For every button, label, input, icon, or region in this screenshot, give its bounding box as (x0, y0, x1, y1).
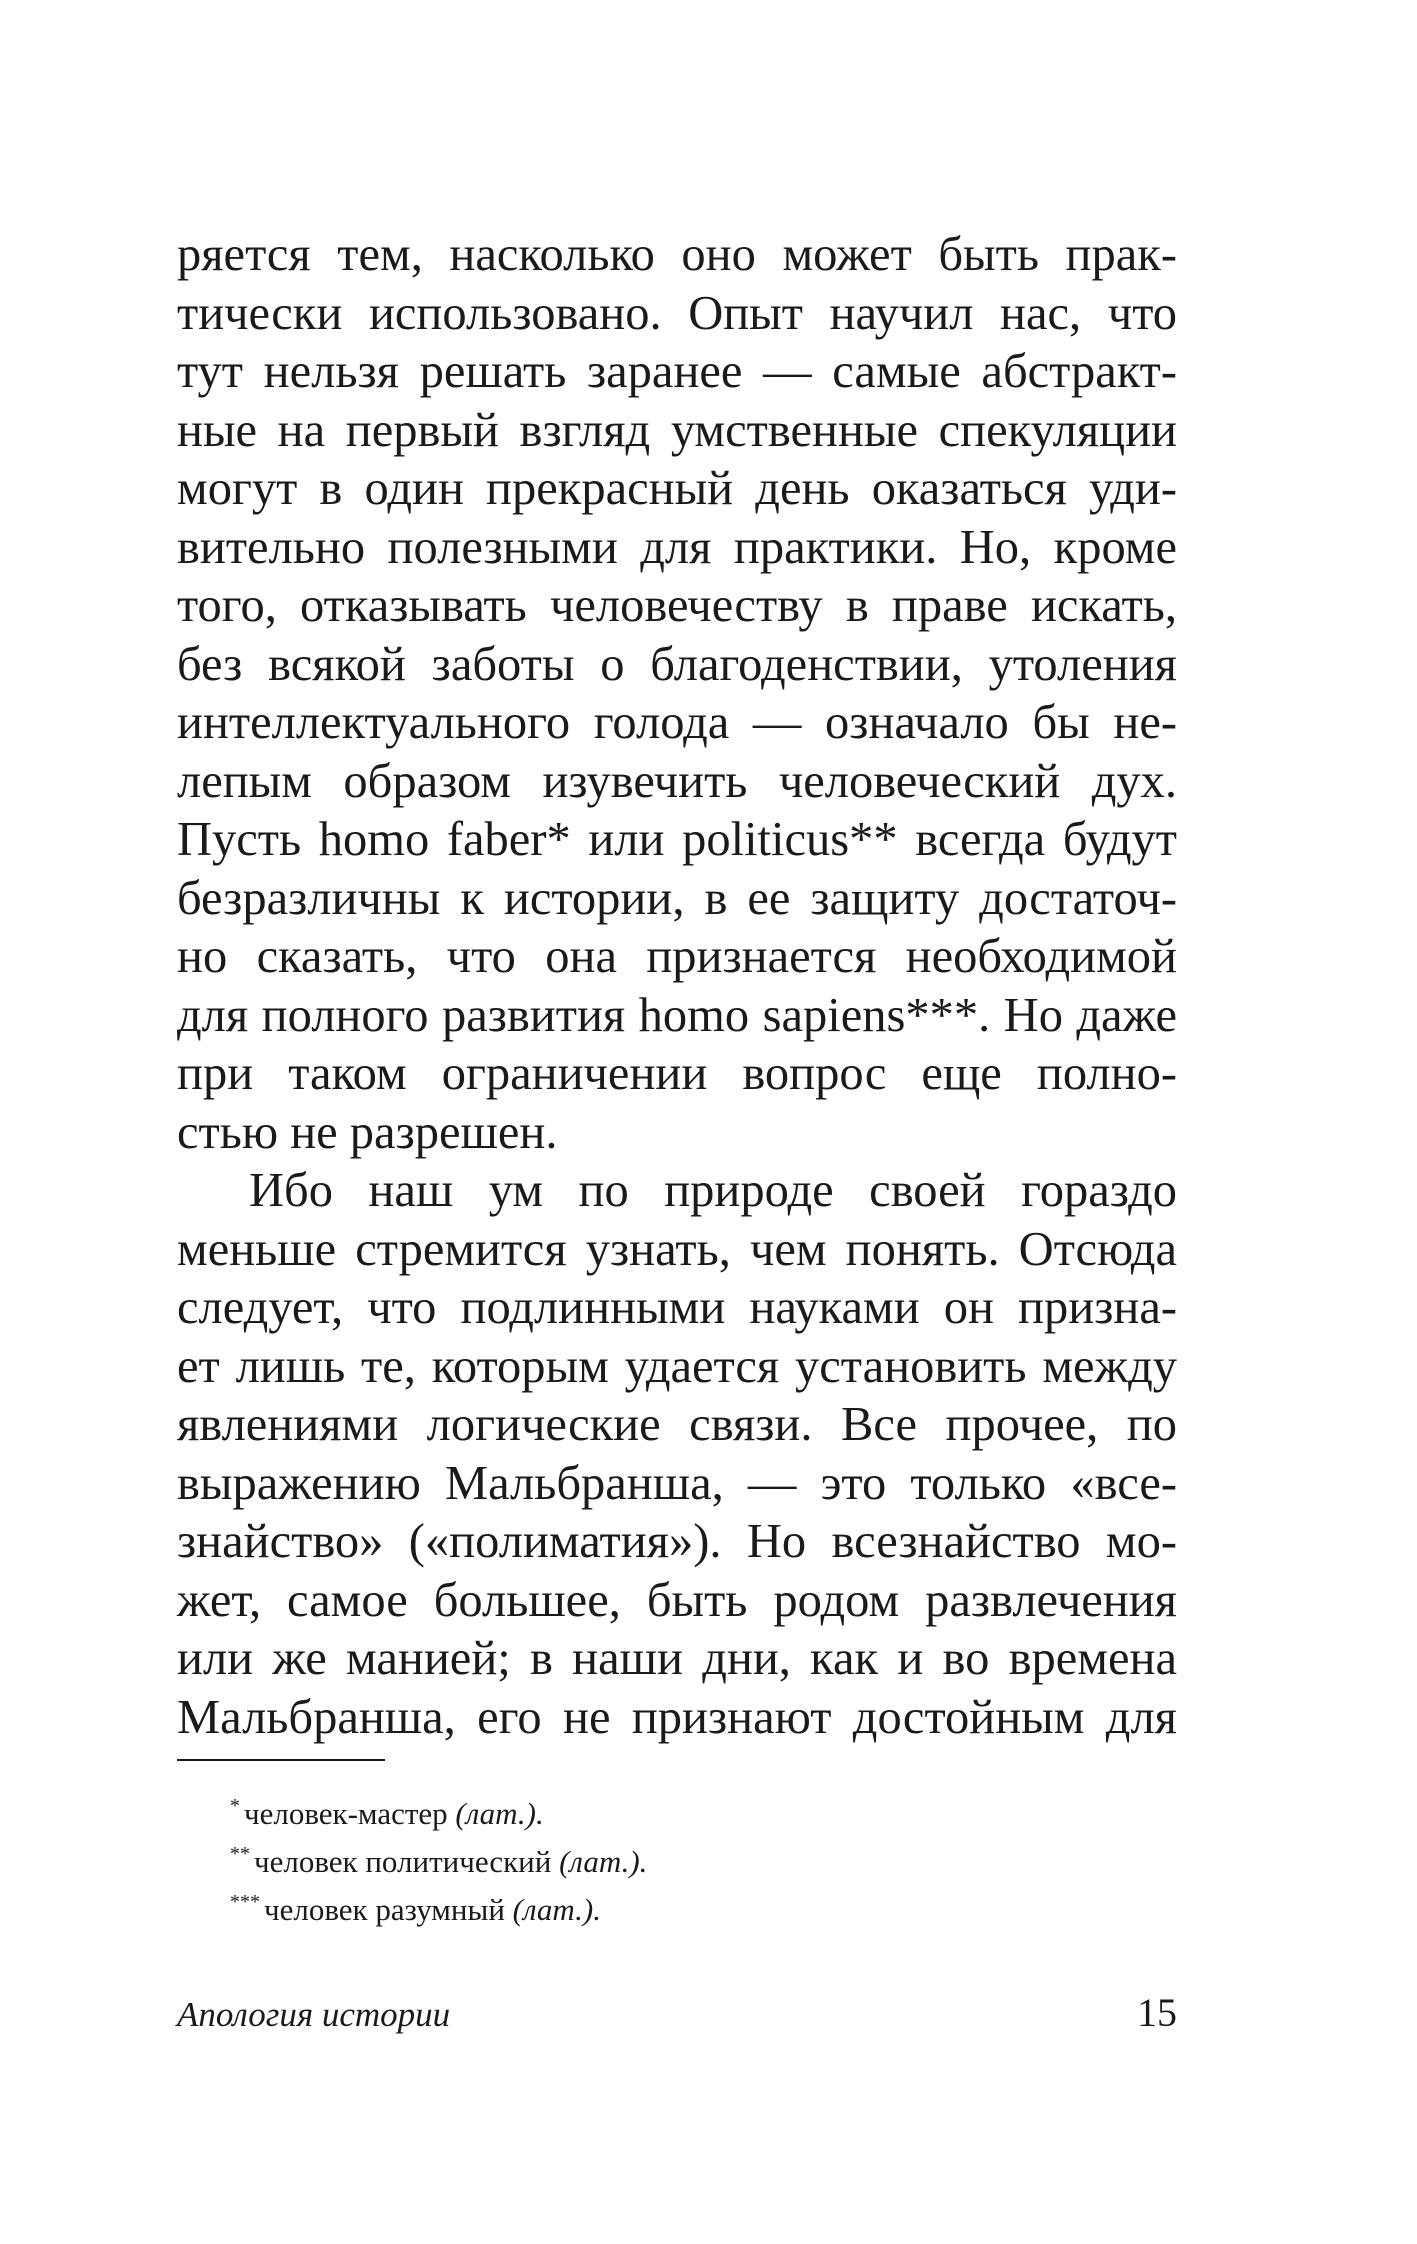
text-line: ет лишь те, которым удается установить между (177, 1339, 1177, 1393)
text-line: но сказать, что она признается необходимой (177, 930, 1177, 983)
footnote-1 (230, 1786, 647, 1834)
footnote-mark: *** (230, 1891, 260, 1913)
footnote-language-note: (лат.). (512, 1892, 601, 1927)
text-line: знайство» («полиматия»). Но всезнайство мо- (177, 1515, 1177, 1568)
text-line: интеллектуального голода — означало бы не- (177, 696, 1177, 749)
text-line: Пусть homo faber* или politicus** всегда будут (177, 813, 1177, 866)
footnote-text: человек-мастер (244, 1796, 456, 1831)
running-title: Апология истории (177, 1995, 451, 2034)
footnote-text: человек политический (254, 1844, 560, 1879)
footnotes (230, 1786, 647, 1930)
text-line: или же манией; в наши дни, как и во времена (177, 1632, 1177, 1685)
text-line: могут в один прекрасный день оказаться уди- (177, 462, 1177, 515)
text-line: стью не разрешен. (177, 1105, 558, 1159)
text-line: того, отказывать человечеству в праве искать, (177, 579, 1177, 632)
footnote-2 (230, 1834, 647, 1882)
text-line: явлениями логические связи. Все прочее, по (177, 1398, 1177, 1451)
text-line: при таком ограничении вопрос еще полно- (177, 1047, 1177, 1100)
text-line: жет, самое большее, быть родом развлечения (177, 1573, 1177, 1627)
text-line: тически использовано. Опыт научил нас, что (177, 286, 1177, 340)
footnote-language-note: (лат.). (455, 1796, 544, 1831)
footnote-mark: * (230, 1795, 240, 1817)
footnote-3 (230, 1882, 647, 1930)
text-line: для полного развития homo sapiens***. Но даже (177, 988, 1177, 1042)
footnote-mark: ** (230, 1843, 250, 1865)
paragraph-1 (177, 226, 1177, 1162)
text-line: меньше стремится узнать, чем понять. Отсюда (177, 1222, 1177, 1276)
text-line: Ибо наш ум по природе своей гораздо (249, 1164, 1177, 1217)
text-line: лепым образом изувечить человеческий дух. (177, 754, 1177, 808)
text-line: ряется тем, насколько оно может быть прак- (177, 228, 1177, 281)
text-line: безразличны к истории, в ее защиту достаточ- (177, 871, 1177, 925)
text-line: вительно полезными для практики. Но, кроме (177, 520, 1177, 574)
text-line: следует, что подлинными науками он призна- (177, 1281, 1177, 1334)
footnote-language-note: (лат.). (559, 1844, 648, 1879)
main-text (177, 226, 1177, 1747)
text-line: выражению Мальбранша, — это только «все- (177, 1456, 1177, 1510)
footnote-text: человек разумный (264, 1892, 513, 1927)
page-number: 15 (1137, 1990, 1177, 2035)
text-line: ные на первый взгляд умственные спекуляции (177, 403, 1177, 457)
text-line: Мальбранша, его не признают достойным для (177, 1690, 1177, 1744)
footnote-divider (177, 1759, 385, 1761)
text-line: без всякой заботы о благоденствии, утоления (177, 637, 1177, 691)
text-line: тут нельзя решать заранее — самые абстракт- (177, 345, 1177, 398)
paragraph-2 (177, 1162, 1177, 1747)
